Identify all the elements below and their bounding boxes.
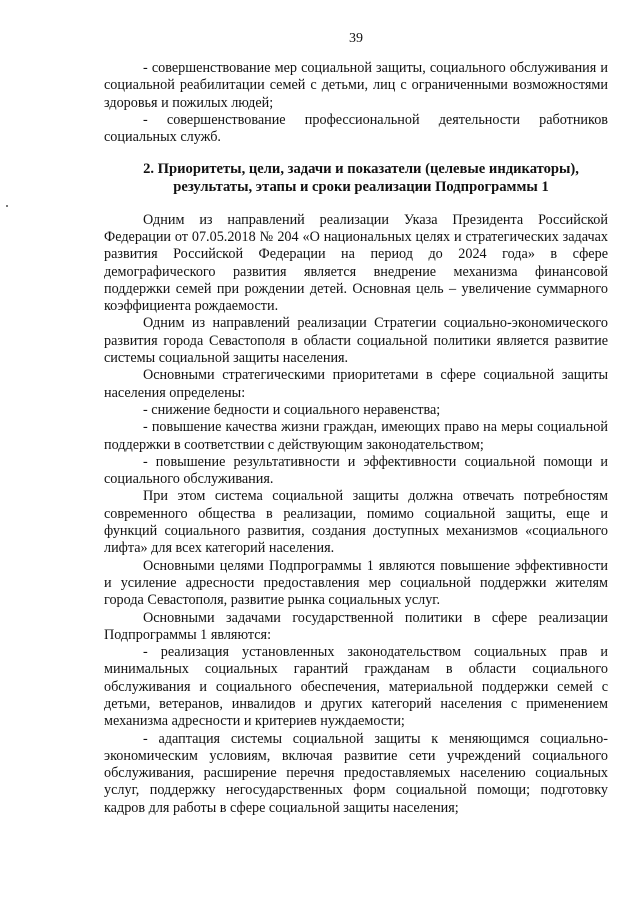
paragraph-strategy: Одним из направлений реализации Стратегии социально-экономического развития города Севастополя в области социальной политики является развитие системы социальной защиты населения. [104,315,608,367]
list-item-effectiveness: - повышение результативности и эффективности социальной помощи и социального обслуживания. [104,453,608,488]
paragraph-main-tasks-intro: Основными задачами государственной политики в сфере реализации Подпрограммы 1 являются: [104,609,608,643]
paragraph-main-goals: Основными целями Подпрограммы 1 являются повышение эффективности и усиление адресности предоставления мер социальной поддержки жителям города Севастополя, развитие рынка социальных услуг. [104,557,608,609]
section-heading: 2. Приоритеты, цели, задачи и показатели (целевые индикаторы), результаты, этапы и сроки реализации Подпрограммы 1 [143,161,579,196]
paragraph-priorities-intro: Основными стратегическими приоритетами в сфере социальной защиты населения определены: [104,367,608,401]
list-item-quality-of-life: - повышение качества жизни граждан, имеющих право на меры социальной поддержки в соответствии с действующим законодательством; [104,419,608,453]
list-item-improve-social-protection: - совершенствование мер социальной защиты, социального обслуживания и социальной реабилитации семей с детьми, лиц с ограниченными возможностями здоровья и пожилых людей; [104,60,608,111]
paragraph-decree: Одним из направлений реализации Указа Президента Российской Федерации от 07.05.2018 № 204 «О национальных целях и стратегических задачах развития Российской Федерации на период до 2024 года» в сфере демографического развития является внедрение механизма финансовой поддержки семей при рождении детей. Основная цель – увеличение суммарного коэффициента рождаемости. [104,211,608,315]
list-item-adaptation-of-system: - адаптация системы социальной защиты к меняющимся социально-экономическим условиям, включая развитие сети учреждений социального обслуживания, расширение перечня предоставляемых населению социальных услуг, поддержку негосударственных форм социальной помощи; подготовку кадров для работы в сфере социальной защиты населения; [104,730,608,816]
document-page [104,30,608,817]
list-item-reduce-poverty: - снижение бедности и социального неравенства; [143,401,441,418]
paragraph-system-requirements: При этом система социальной защиты должна отвечать потребностям современного общества в реализации, помимо социальной защиты, еще и функций социального развития, создания доступных механизмов «социального лифта» для всех категорий населения. [104,488,608,557]
scan-edge-mark [6,205,8,207]
list-item-improve-professional-activity: - совершенствование профессиональной деятельности работников социальных служб. [104,111,608,146]
list-item-realization-of-rights: - реализация установленных законодательством социальных прав и минимальных социальных гарантий гражданам в области социального обслуживания и социального обеспечения, материальной поддержки семей с детьми, ветеранов, инвалидов и других категорий населения с применением механизма адресности и критериев нуждаемости; [104,644,608,730]
page-number: 39 [349,31,363,46]
